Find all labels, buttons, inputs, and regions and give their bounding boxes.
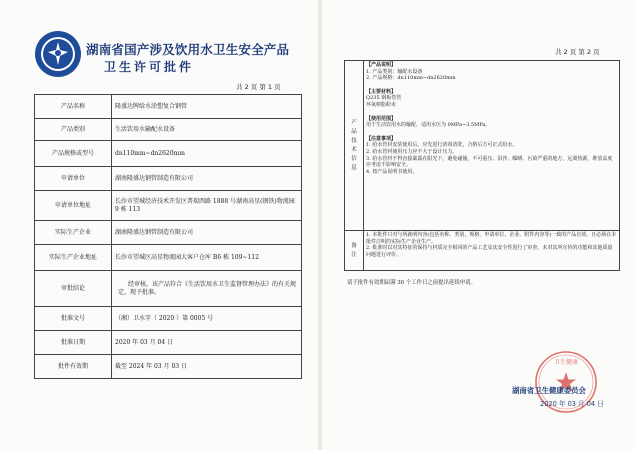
table-row: [35, 331, 302, 355]
usage-text: 用于生活饮用水的输配，适用水压为 0MPa~3.5MPa。: [366, 122, 491, 129]
precaution-line: 2. 给水管材使用压力应不大于设计压力。: [366, 148, 458, 155]
precaution-line: 3. 给水管材不得直接暴露在阳光下，避免碰撞，不可重压、泪泮、曝晒、污染严重的地方，远离热源，堆放高度应考虑不影响安全。: [366, 155, 613, 169]
material-line: 环氧树脂粉末: [366, 101, 397, 108]
row-label: 批件有效期: [35, 355, 112, 379]
tech-info-row: [345, 61, 620, 231]
tech-info-label-text: 产品技术信息: [351, 119, 357, 171]
row-label: 申请单位地址: [35, 191, 112, 221]
row-label: 产品名称: [35, 95, 112, 119]
tech-info-content: [364, 61, 620, 231]
table-row: [35, 141, 302, 167]
row-value: 2020 年 03 月 04 日: [112, 331, 302, 355]
row-label: 产品类别: [35, 119, 112, 141]
row-value: 长沙市望城经济技术开发区普瑞西路 1888 号湖南高星(钢铁)物流园 9 栋 113: [112, 191, 302, 221]
row-label: 批准文号: [35, 307, 112, 331]
right-page-number: 共 2 页 第 2 页: [555, 48, 600, 56]
table-row: [35, 191, 302, 221]
tech-info-label: [345, 61, 364, 231]
permit-table: [34, 94, 302, 379]
row-value: 长沙市望城区高星物流园大客户仓库 B6 栋 109~112: [112, 245, 302, 271]
precaution-line: 4. 按产品说明书使用。: [366, 168, 418, 175]
row-label: 批准日期: [35, 331, 112, 355]
table-row: [35, 245, 302, 271]
usage-title: 【使用范围】: [366, 115, 397, 122]
document-subtitle: 卫生许可批件: [104, 60, 195, 74]
document-title: 湖南省国产涉及饮用水卫生安全产品: [86, 42, 290, 57]
material-line: Q235 钢板卷管: [366, 95, 402, 102]
notes-content: [364, 231, 620, 271]
product-desc-line: 1. 产品类别：输配水设备: [366, 68, 423, 75]
row-value: dn110mm~dn2620mm: [112, 141, 302, 167]
materials-title: 【主要材料】: [366, 88, 397, 95]
row-label: 实际生产企业: [35, 221, 112, 245]
notes-label-text: 备注: [351, 242, 357, 258]
issuing-authority: 湖南省卫生健康委员会: [512, 386, 586, 395]
row-label: 产品规格或型号: [35, 141, 112, 167]
row-value: 截至 2024 年 03 月 03 日: [112, 355, 302, 379]
row-value: 湖南隆盛达钢管制造有限公司: [112, 221, 302, 245]
note-line: 1. 本批件只对与所就明内容(包括名称、类别、规格、申请单位、企业、附件内容等)一致的产品有效，且必须在本批件注明的实际生产企业生产。: [366, 232, 617, 245]
table-row: [35, 167, 302, 191]
table-row: [35, 119, 302, 141]
precautions-title: 【注意事项】: [366, 135, 397, 142]
notes-row: [345, 231, 620, 271]
seal-text: 卫生健康: [553, 359, 579, 366]
tech-info-table: [344, 60, 620, 271]
seal-date: 2020 年 03 月 04 日: [540, 400, 604, 408]
table-row: [35, 221, 302, 245]
table-row: [35, 355, 302, 379]
product-desc-line: 2. 产品规格：dn110mm~dn2620mm: [366, 75, 456, 82]
row-value: 经审核，该产品符合《生活饮用水卫生监督管理办法》的有关规定，现予批准。: [112, 271, 302, 307]
row-value: （湘）卫水字（ 2020 ）第 0005 号: [112, 307, 302, 331]
note-line: 2. 批准时以对其特征的保持与材质完全相同的产品工艺及其安全性进行了审查，未对其所宣传的功能和其他质量问题进行评价。: [366, 245, 613, 258]
product-desc-title: 【产品说明】: [366, 62, 397, 68]
row-value: 隆盛达牌给水涂塑复合钢管: [112, 95, 302, 119]
table-row: [35, 271, 302, 307]
renewal-notice: 请于批件有效期届满 30 个工作日之前提出延续申请。: [347, 280, 476, 286]
left-page-number: 共 2 页 第 1 页: [236, 83, 281, 91]
row-label: 审批结论: [35, 271, 112, 307]
precaution-line: 1. 给水管材安装使用后，应先进行清毒清洗，合格后方可正式给水。: [366, 142, 518, 149]
notes-label: [345, 231, 364, 271]
health-emblem-icon: [34, 30, 82, 78]
row-label: 申请单位: [35, 167, 112, 191]
row-value: 生活饮用水输配水设备: [112, 119, 302, 141]
table-row: [35, 307, 302, 331]
row-label: 实际生产企业地址: [35, 245, 112, 271]
row-value: 湖南隆盛达钢管制造有限公司: [112, 167, 302, 191]
table-row: [35, 95, 302, 119]
